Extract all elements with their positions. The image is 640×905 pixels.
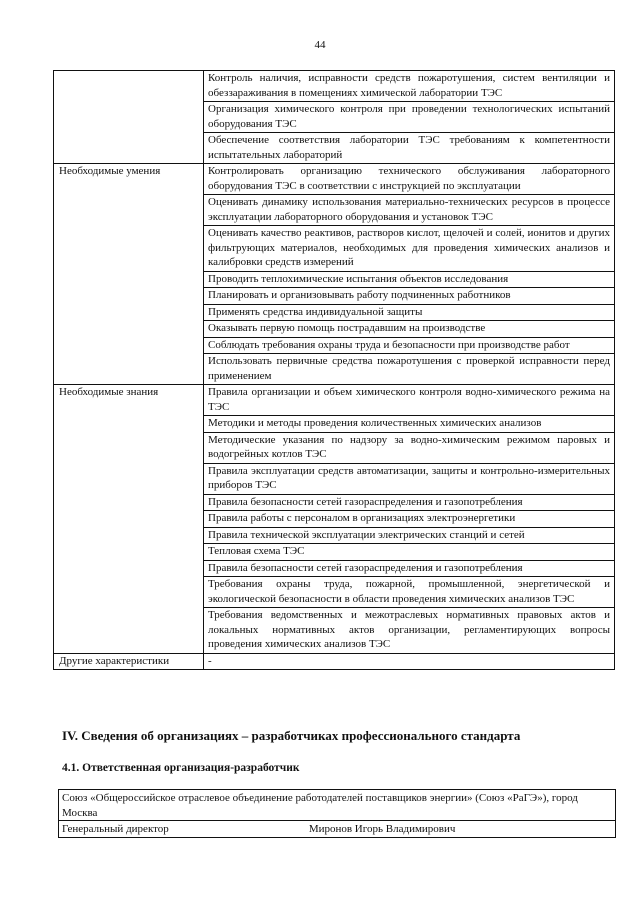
table-cell: Оценивать динамику использования материально-технических ресурсов в процессе эксплуатации лабораторного оборудования и установок ТЭС [204, 195, 615, 226]
organization-table [58, 789, 616, 838]
table-cell: Требования охраны труда, пожарной, промышленной, энергетической и экологической безопасности в области проведения химических анализов ТЭС [204, 577, 615, 608]
table-cell: Правила работы с персоналом в организациях электроэнергетики [204, 511, 615, 528]
table-row [54, 385, 615, 416]
table-cell: - [204, 653, 615, 670]
table-cell: Контролировать организацию технического обслуживания лабораторного оборудования ТЭС в соответствии с инструкцией по эксплуатации [204, 164, 615, 195]
org-name-row [59, 790, 616, 821]
section-title: IV. Сведения об организациях – разработчиках профессионального стандарта [62, 728, 521, 743]
org-director-cell [59, 821, 616, 838]
director-position: Генеральный директор [62, 823, 169, 835]
competency-table [53, 70, 615, 670]
table-cell: Правила безопасности сетей газораспределения и газопотребления [204, 494, 615, 511]
table-cell: Контроль наличия, исправности средств пожаротушения, систем вентиляции и обеззараживания в помещениях химической лаборатории ТЭС [204, 71, 615, 102]
table-cell: Оказывать первую помощь пострадавшим на производстве [204, 321, 615, 338]
table-cell: Планировать и организовывать работу подчиненных работников [204, 288, 615, 305]
table-cell: Использовать первичные средства пожаротушения с проверкой исправности перед применением [204, 354, 615, 385]
table-cell: Правила эксплуатации средств автоматизации, защиты и контрольно-измерительных приборов ТЭС [204, 463, 615, 494]
table-cell: Соблюдать требования охраны труда и безопасности при производстве работ [204, 337, 615, 354]
page-number: 44 [314, 39, 326, 51]
subsection-title: 4.1. Ответственная организация-разработчик [62, 762, 300, 774]
table-cell: Оценивать качество реактивов, растворов кислот, щелочей и солей, ионитов и других фильтрующих материалов, необходимых для проведения химических анализов и калибровки средств измерений [204, 226, 615, 272]
table-cell: Обеспечение соответствия лаборатории ТЭС требованиям к компетентности испытательных лабораторий [204, 133, 615, 164]
table-cell: Тепловая схема ТЭС [204, 544, 615, 561]
table-cell: Проводить теплохимические испытания объектов исследования [204, 271, 615, 288]
table-cell: Требования ведомственных и межотраслевых нормативных правовых актов и локальных нормативных актов организации, регламентирующих вопросы проведения химических анализов ТЭС [204, 608, 615, 654]
table-cell: Правила организации и объем химического контроля водно-химического режима на ТЭС [204, 385, 615, 416]
table-cell: Методические указания по надзору за водно-химическим режимом паровых и водогрейных котлов ТЭС [204, 432, 615, 463]
table-row [54, 71, 615, 102]
table-row [54, 164, 615, 195]
table-cell: Правила технической эксплуатации электрических станций и сетей [204, 527, 615, 544]
table-cell: Организация химического контроля при проведении технологических испытаний оборудования ТЭС [204, 102, 615, 133]
row-label: Необходимые знания [54, 385, 204, 654]
row-label [54, 71, 204, 164]
org-name-cell: Союз «Общероссийское отраслевое объединение работодателей поставщиков энергии» (Союз «РаГЭ»), город Москва [59, 790, 616, 821]
row-label: Другие характеристики [54, 653, 204, 670]
row-label: Необходимые умения [54, 164, 204, 385]
table-cell: Правила безопасности сетей газораспределения и газопотребления [204, 560, 615, 577]
table-row [54, 653, 615, 670]
director-name: Миронов Игорь Владимирович [308, 823, 456, 835]
org-director-row [59, 821, 616, 838]
table-cell: Применять средства индивидуальной защиты [204, 304, 615, 321]
table-cell: Методики и методы проведения количественных химических анализов [204, 416, 615, 433]
